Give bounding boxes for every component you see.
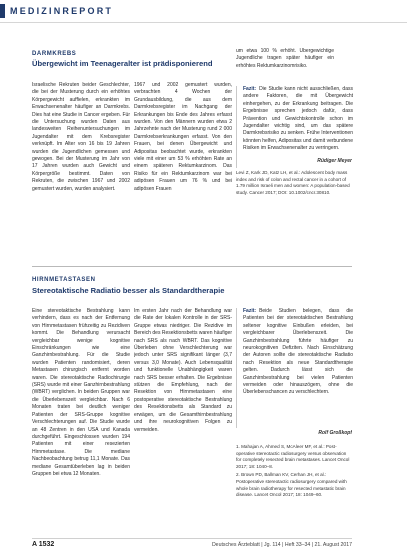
article2-author-box xyxy=(236,430,352,439)
article2-column-1 xyxy=(32,308,130,532)
article2-title: Stereotaktische Radiatio besser als Standardtherapie xyxy=(32,286,225,295)
article2-reference-1: 1. Mahajan A, Ahmed S, McAleer MF, et al.: Post-operative stereotactic radiosurgery versus observation for completely resected brain metastases. Lancet Oncol 2017; 18: 1040–8. xyxy=(236,444,350,469)
article1-col2-text: 1967 und 2002 gemustert wurden, verbrachten 4 Wochen der Grundausbildung, die aus dem Darmkrebsregister im Nachgang der Erkrankungen bis Ende des Jahres erfasst wurden. Von den Männern wurden etwa 2 Jahrzehnte nach der Musterung rund 2 000 Darmkrebserkrankungen erfasst. Von den Frauen, bei denen Übergewicht und Adipositas beobachtet wurde, erkrankten viele mit einer um 53 % erhöhten Rate an einem späteren Rektumkarzinom. Das Risiko für ein Rektumkarzinom war bei adipösen Frauen um 76 % und bei adipösen Frauen xyxy=(134,82,232,192)
journal-citation: Deutsches Ärzteblatt | Jg. 114 | Heft 33–34 | 21. August 2017 xyxy=(211,542,352,548)
section-header xyxy=(0,0,407,22)
article1-reference: Levi Z, Kark JD, Katz LH, et al.: Adolescent body mass index and risk of colon and rectal cancer in a cohort of 1.79 million Israeli men and women: A population-based study. Cancer 2017; DOI: 10.1002/cncr.30810. xyxy=(236,170,350,195)
header-accent-bar xyxy=(0,4,5,18)
article2-col2-text: Im ersten Jahr nach der Behandlung war die Rate der lokalen Kontrolle in der SRS-Gruppe etwas niedriger. Die Rezidive im Bereich des Resektionsbetts waren häufiger nach SRS als nach WBRT. Das kognitive Überleben ohne Verschlechterung war jedoch unter SRS signifikant länger (3,7 versus 3,0 Monate). Auch Lebensqualität und funktionelle Unabhängigkeit waren nach SRS besser erhalten. Die Ergebnisse stützen die Empfehlung, nach der Resektion von Hirnmetastasen eine postoperative stereotaktische Bestrahlung des Resektionsbetts als Standard zu erwägen, um die Gesamthirnbestrahlung und ihre neurokognitiven Folgen zu vermeiden. xyxy=(134,308,232,433)
article2-fazit xyxy=(236,308,353,428)
article2-col1-text: Eine stereotaktische Bestrahlung kann verhindern, dass es nach der Entfernung von Hirnmetastasen frühzeitig zu Rezidiven kommt. Die Behandlung verursacht vergleichbar wenige kognitive Einschränkungen wie eine Ganzhirnbestrahlung. Für die Studie wurden Patienten randomisiert, deren Metastasen chirurgisch entfernt worden waren. Die stereotaktische Radiochirurgie (SRS) wurde mit einer Ganzhirnbestrahlung (WBRT) verglichen. In beiden Gruppen war die Überlebenszeit vergleichbar. Nach 6 Monaten traten bei deutlich weniger Patienten der SRS-Gruppe kognitive Verschlechterungen auf. Die Studie wurde an 48 Zentren in den USA und Kanada durchgeführt. Eingeschlossen wurden 194 Patienten mit einer resezierten Hirnmetastase. Die mediane Nachbeobachtung betrug 11,1 Monate. Das mediane Gesamtüberleben lag in beiden Gruppen bei etwa 12 Monaten. xyxy=(32,308,130,477)
article1-fazit-label: Fazit: xyxy=(243,86,257,92)
article-divider xyxy=(32,266,352,267)
article2-references xyxy=(236,444,352,532)
footer-divider xyxy=(32,538,352,539)
article1-column-2 xyxy=(134,82,232,242)
article2-column-2 xyxy=(134,308,232,532)
article1-author: Rüdiger Meyer xyxy=(317,158,352,164)
page-number: A 1532 xyxy=(32,541,55,548)
article1-title: Übergewicht im Teenageralter ist prädisponierend xyxy=(32,59,213,68)
article2-fazit-text: Beide Studien belegen, dass die Patienten bei der stereotaktischen Bestrahlung seltener kognitive Einbußen erleiden, bei vergleichbarer Überlebenszeit. Die Ganzhirnbestrahlung führte häufiger zu neurokognitiven Defiziten. Nach Einschätzung der Autoren sollte die stereotaktische Radiatio nach Resektion als neue Standardtherapie gelten. Dadurch lässt sich die Ganzhirnbestrahlung bei vielen Patienten vermeiden oder hinauszögern, ohne die Überlebenschancen zu verschlechtern. xyxy=(243,308,353,396)
article1-column-3-top xyxy=(236,48,334,80)
article2-fazit-label: Fazit: xyxy=(243,308,257,314)
article1-author-box xyxy=(236,158,352,167)
article1-fazit xyxy=(236,86,353,168)
article1-fazit-text: Die Studie kann nicht ausschließen, dass andere Faktoren, die mit Übergewicht einhergehen, zu der Erkrankung beitragen. Die Ergebnisse sprechen jedoch dafür, dass Prävention und Gewichtskontrolle schon im Jugendalter wichtig sind, um das spätere Darmkrebsrisiko zu senken. Frühe Interventionen könnten helfen, Adipositas und damit verbundene Risiken im Erwachsenenalter zu verringern. xyxy=(243,86,353,152)
article1-column-1 xyxy=(32,82,130,242)
article2-reference-2: 2. Brown PD, Ballman KV, Cerhan JH, et al.: Postoperative stereotactic radiosurgery compared with whole brain radiotherapy for resected metastatic brain disease. Lancet Oncol 2017; 18: 1049–60. xyxy=(236,472,347,498)
article1-kicker: DARMKREBS xyxy=(32,51,77,57)
article1-col3-text: um etwa 100 % erhöht. Übergewichtige Jugendliche tragen später häufiger ein erhöhtes Rektumkarzinomrisiko. xyxy=(236,48,334,69)
section-label: MEDIZINREPORT xyxy=(10,6,114,16)
article2-kicker: HIRNMETASTASEN xyxy=(32,277,96,283)
header-divider xyxy=(0,22,407,23)
article2-author: Rolf Großkopf xyxy=(318,430,352,436)
article1-col1-text: Israelische Rekruten beider Geschlechter, die bei der Musterung durch ein erhöhtes Körpergewicht auffielen, erkrankten im Erwachsenenalter häufiger an Darmkrebs. Dies hat eine Studie in Cancer ergeben. Für die Untersuchung wurden Daten aus landesweiten Reihenuntersuchungen im Jugendalter mit dem Krebsregister verknüpft. Im Alter von 16 bis 19 Jahren wurden die Jugendlichen gemessen und gewogen. Bei der Musterung im Jahr von 17 Jahren wurden auch Gewicht und Körpergröße bestimmt. Daten von Rekruten, die zwischen 1967 und 2002 gemustert wurden, wurden analysiert. xyxy=(32,82,130,192)
